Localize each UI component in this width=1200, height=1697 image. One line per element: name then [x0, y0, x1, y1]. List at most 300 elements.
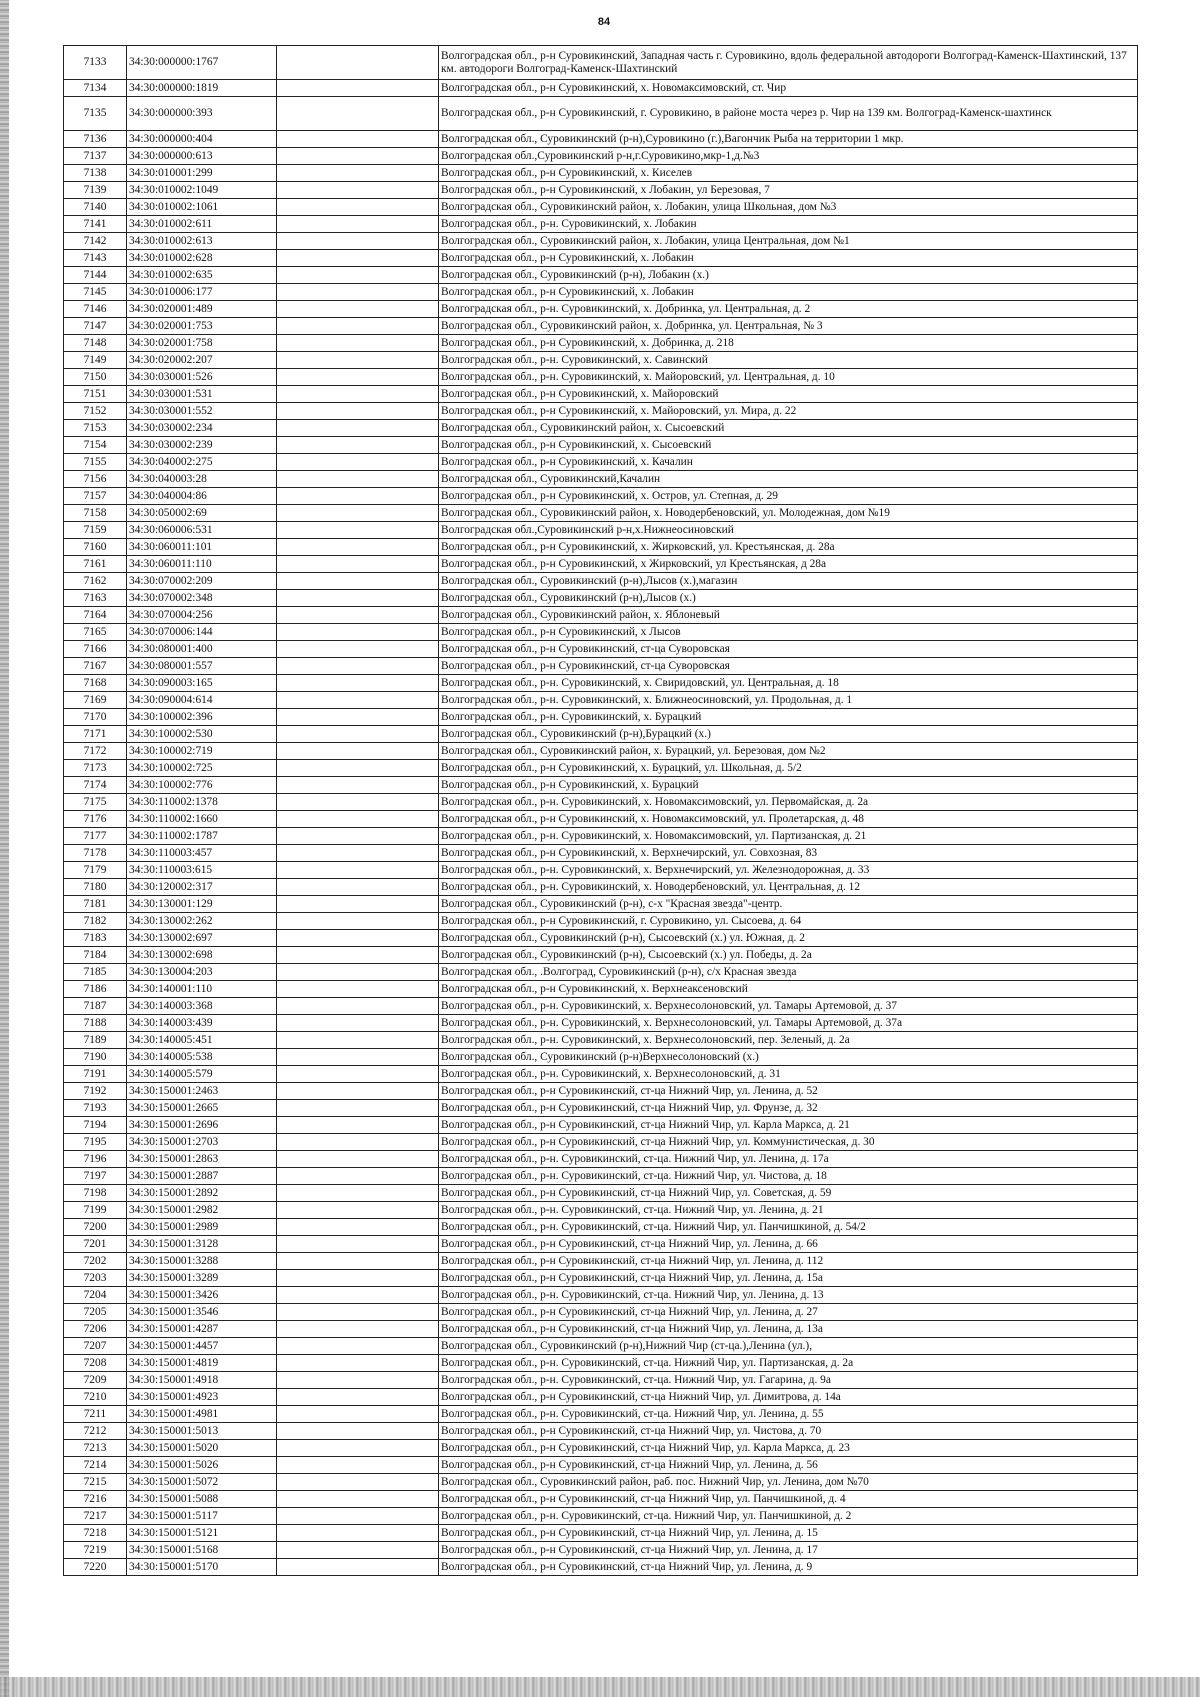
address: Волгоградская обл., р-н. Суровикинский, х. Верхнесолоновский, ул. Тамары Артемовой, д. 37 [439, 998, 1138, 1015]
address: Волгоградская обл., р-н Суровикинский, Западная часть г. Суровикино, вдоль федеральной автодороги Волгоград-Каменск-Шахтинский, 137 км. автодороги Волгоград-Каменск-Шахтинский [439, 46, 1138, 80]
row-number: 7146 [64, 301, 127, 318]
cadastral-number: 34:30:140003:439 [127, 1015, 277, 1032]
table-row [64, 556, 1138, 573]
address: Волгоградская обл., р-н Суровикинский, х. Майоровский [439, 386, 1138, 403]
address: Волгоградская обл., .Волгоград, Суровикинский (р-н), с/х Красная звезда [439, 964, 1138, 981]
empty-cell [277, 879, 439, 896]
cadastral-number: 34:30:150001:4918 [127, 1372, 277, 1389]
empty-cell [277, 471, 439, 488]
row-number: 7156 [64, 471, 127, 488]
address: Волгоградская обл., Суровикинский (р-н),Лысов (х.),магазин [439, 573, 1138, 590]
row-number: 7201 [64, 1236, 127, 1253]
empty-cell [277, 1372, 439, 1389]
row-number: 7160 [64, 539, 127, 556]
address: Волгоградская обл., р-н Суровикинский, ст-ца Нижний Чир, ул. Ленина, д. 15 [439, 1525, 1138, 1542]
cadastral-number: 34:30:000000:1767 [127, 46, 277, 80]
address: Волгоградская обл., р-н. Суровикинский, х. Свиридовский, ул. Центральная, д. 18 [439, 675, 1138, 692]
cadastral-number: 34:30:150001:5117 [127, 1508, 277, 1525]
row-number: 7164 [64, 607, 127, 624]
empty-cell [277, 420, 439, 437]
cadastral-number: 34:30:150001:2703 [127, 1134, 277, 1151]
cadastral-number: 34:30:060011:110 [127, 556, 277, 573]
empty-cell [277, 1389, 439, 1406]
empty-cell [277, 573, 439, 590]
row-number: 7176 [64, 811, 127, 828]
cadastral-number: 34:30:040004:86 [127, 488, 277, 505]
address: Волгоградская обл., р-н. Суровикинский, х. Новомаксимовский, ул. Партизанская, д. 21 [439, 828, 1138, 845]
registry-table [63, 45, 1138, 1576]
row-number: 7138 [64, 165, 127, 182]
cadastral-number: 34:30:020001:753 [127, 318, 277, 335]
cadastral-number: 34:30:150001:3128 [127, 1236, 277, 1253]
table-row [64, 318, 1138, 335]
cadastral-number: 34:30:150001:4981 [127, 1406, 277, 1423]
address: Волгоградская обл., р-н Суровикинский, ст-ца Нижний Чир, ул. Карла Маркса, д. 23 [439, 1440, 1138, 1457]
empty-cell [277, 522, 439, 539]
table-row [64, 216, 1138, 233]
empty-cell [277, 1032, 439, 1049]
row-number: 7157 [64, 488, 127, 505]
address: Волгоградская обл., р-н. Суровикинский, х. Верхнечирский, ул. Железнодорожная, д. 33 [439, 862, 1138, 879]
cadastral-number: 34:30:020001:489 [127, 301, 277, 318]
scan-edge-bottom [0, 1677, 1200, 1697]
address: Волгоградская обл., Суровикинский (р-н),Бурацкий (х.) [439, 726, 1138, 743]
cadastral-number: 34:30:010001:299 [127, 165, 277, 182]
empty-cell [277, 658, 439, 675]
row-number: 7204 [64, 1287, 127, 1304]
address: Волгоградская обл., р-н Суровикинский, ст-ца Нижний Чир, ул. Ленина, д. 9 [439, 1559, 1138, 1576]
table-row [64, 1049, 1138, 1066]
empty-cell [277, 624, 439, 641]
address: Волгоградская обл., р-н Суровикинский, ст-ца Нижний Чир, ул. Ленина, д. 56 [439, 1457, 1138, 1474]
empty-cell [277, 1406, 439, 1423]
address: Волгоградская обл., р-н Суровикинский, х. Киселев [439, 165, 1138, 182]
cadastral-number: 34:30:060011:101 [127, 539, 277, 556]
address: Волгоградская обл., р-н. Суровикинский, х. Верхнесолоновский, д. 31 [439, 1066, 1138, 1083]
empty-cell [277, 590, 439, 607]
address: Волгоградская обл., р-н Суровикинский, х Лобакин, ул Березовая, 7 [439, 182, 1138, 199]
address: Волгоградская обл., р-н. Суровикинский, ст-ца. Нижний Чир, ул. Ленина, д. 55 [439, 1406, 1138, 1423]
address: Волгоградская обл., р-н Суровикинский, ст-ца Нижний Чир, ул. Ленина, д. 66 [439, 1236, 1138, 1253]
address: Волгоградская обл., р-н Суровикинский, х. Жирковский, ул. Крестьянская, д. 28а [439, 539, 1138, 556]
address: Волгоградская обл., р-н. Суровикинский, х. Верхнесолоновский, пер. Зеленый, д. 2а [439, 1032, 1138, 1049]
empty-cell [277, 1117, 439, 1134]
empty-cell [277, 998, 439, 1015]
empty-cell [277, 199, 439, 216]
address: Волгоградская обл., р-н. Суровикинский, х. Савинский [439, 352, 1138, 369]
cadastral-number: 34:30:010002:635 [127, 267, 277, 284]
table-row [64, 1304, 1138, 1321]
empty-cell [277, 981, 439, 998]
row-number: 7161 [64, 556, 127, 573]
cadastral-number: 34:30:070006:144 [127, 624, 277, 641]
empty-cell [277, 556, 439, 573]
row-number: 7145 [64, 284, 127, 301]
cadastral-number: 34:30:130002:698 [127, 947, 277, 964]
row-number: 7141 [64, 216, 127, 233]
table-row [64, 233, 1138, 250]
table-row [64, 811, 1138, 828]
empty-cell [277, 1134, 439, 1151]
row-number: 7134 [64, 80, 127, 97]
table-row [64, 777, 1138, 794]
address: Волгоградская обл., р-н Суровикинский, ст-ца Нижний Чир, ул. Карла Маркса, д. 21 [439, 1117, 1138, 1134]
cadastral-number: 34:30:030002:239 [127, 437, 277, 454]
address: Волгоградская обл., р-н Суровикинский, ст-ца Нижний Чир, ул. Советская, д. 59 [439, 1185, 1138, 1202]
table-row [64, 420, 1138, 437]
address: Волгоградская обл., р-н. Суровикинский, ст-ца. Нижний Чир, ул. Ленина, д. 13 [439, 1287, 1138, 1304]
address: Волгоградская обл., р-н. Суровикинский, ст-ца. Нижний Чир, ул. Панчишкиной, д. 2 [439, 1508, 1138, 1525]
address: Волгоградская обл., р-н Суровикинский, х. Майоровский, ул. Мира, д. 22 [439, 403, 1138, 420]
row-number: 7196 [64, 1151, 127, 1168]
table-row [64, 267, 1138, 284]
row-number: 7212 [64, 1423, 127, 1440]
cadastral-number: 34:30:140005:451 [127, 1032, 277, 1049]
address: Волгоградская обл., р-н. Суровикинский, х. Добринка, ул. Центральная, д. 2 [439, 301, 1138, 318]
row-number: 7198 [64, 1185, 127, 1202]
row-number: 7163 [64, 590, 127, 607]
cadastral-number: 34:30:150001:2696 [127, 1117, 277, 1134]
row-number: 7182 [64, 913, 127, 930]
row-number: 7136 [64, 131, 127, 148]
table-row [64, 386, 1138, 403]
row-number: 7152 [64, 403, 127, 420]
table-row [64, 709, 1138, 726]
address: Волгоградская обл., р-н Суровикинский, х Жирковский, ул Крестьянская, д 28а [439, 556, 1138, 573]
empty-cell [277, 1049, 439, 1066]
row-number: 7200 [64, 1219, 127, 1236]
table-row [64, 1100, 1138, 1117]
row-number: 7185 [64, 964, 127, 981]
empty-cell [277, 318, 439, 335]
row-number: 7133 [64, 46, 127, 80]
cadastral-number: 34:30:080001:400 [127, 641, 277, 658]
cadastral-number: 34:30:100002:530 [127, 726, 277, 743]
cadastral-number: 34:30:000000:613 [127, 148, 277, 165]
table-row [64, 539, 1138, 556]
row-number: 7207 [64, 1338, 127, 1355]
empty-cell [277, 1168, 439, 1185]
table-row [64, 675, 1138, 692]
row-number: 7170 [64, 709, 127, 726]
cadastral-number: 34:30:010006:177 [127, 284, 277, 301]
row-number: 7158 [64, 505, 127, 522]
row-number: 7137 [64, 148, 127, 165]
table-row [64, 913, 1138, 930]
table-row [64, 1474, 1138, 1491]
row-number: 7217 [64, 1508, 127, 1525]
empty-cell [277, 1559, 439, 1576]
row-number: 7167 [64, 658, 127, 675]
empty-cell [277, 1185, 439, 1202]
table-row [64, 437, 1138, 454]
row-number: 7150 [64, 369, 127, 386]
empty-cell [277, 828, 439, 845]
empty-cell [277, 913, 439, 930]
address: Волгоградская обл., р-н. Суровикинский, х. Майоровский, ул. Центральная, д. 10 [439, 369, 1138, 386]
address: Волгоградская обл., Суровикинский (р-н), Лобакин (х.) [439, 267, 1138, 284]
empty-cell [277, 1355, 439, 1372]
row-number: 7174 [64, 777, 127, 794]
cadastral-number: 34:30:130002:697 [127, 930, 277, 947]
row-number: 7197 [64, 1168, 127, 1185]
cadastral-number: 34:30:140005:579 [127, 1066, 277, 1083]
table-row [64, 284, 1138, 301]
row-number: 7140 [64, 199, 127, 216]
table-row [64, 46, 1138, 80]
table-row [64, 1440, 1138, 1457]
row-number: 7219 [64, 1542, 127, 1559]
address: Волгоградская обл., Суровикинский (р-н)Верхнесолоновский (х.) [439, 1049, 1138, 1066]
cadastral-number: 34:30:150001:5168 [127, 1542, 277, 1559]
address: Волгоградская обл., р-н Суровикинский, ст-ца Суворовская [439, 641, 1138, 658]
empty-cell [277, 862, 439, 879]
table-row [64, 80, 1138, 97]
empty-cell [277, 964, 439, 981]
cadastral-number: 34:30:000000:393 [127, 97, 277, 131]
empty-cell [277, 403, 439, 420]
empty-cell [277, 1219, 439, 1236]
empty-cell [277, 46, 439, 80]
cadastral-number: 34:30:150001:5026 [127, 1457, 277, 1474]
empty-cell [277, 182, 439, 199]
cadastral-number: 34:30:150001:5072 [127, 1474, 277, 1491]
cadastral-number: 34:30:130004:203 [127, 964, 277, 981]
row-number: 7142 [64, 233, 127, 250]
cadastral-number: 34:30:000000:1819 [127, 80, 277, 97]
empty-cell [277, 1236, 439, 1253]
row-number: 7216 [64, 1491, 127, 1508]
row-number: 7151 [64, 386, 127, 403]
cadastral-number: 34:30:150001:4819 [127, 1355, 277, 1372]
empty-cell [277, 794, 439, 811]
empty-cell [277, 1304, 439, 1321]
cadastral-number: 34:30:150001:2982 [127, 1202, 277, 1219]
empty-cell [277, 760, 439, 777]
table-row [64, 981, 1138, 998]
empty-cell [277, 97, 439, 131]
table-row [64, 1185, 1138, 1202]
cadastral-number: 34:30:030001:552 [127, 403, 277, 420]
cadastral-number: 34:30:010002:611 [127, 216, 277, 233]
row-number: 7175 [64, 794, 127, 811]
table-row [64, 1015, 1138, 1032]
row-number: 7169 [64, 692, 127, 709]
cadastral-number: 34:30:050002:69 [127, 505, 277, 522]
cadastral-number: 34:30:060006:531 [127, 522, 277, 539]
empty-cell [277, 80, 439, 97]
cadastral-number: 34:30:150001:5170 [127, 1559, 277, 1576]
table-row [64, 403, 1138, 420]
empty-cell [277, 539, 439, 556]
cadastral-number: 34:30:150001:4287 [127, 1321, 277, 1338]
empty-cell [277, 267, 439, 284]
address: Волгоградская обл., р-н Суровикинский, х. Остров, ул. Степная, д. 29 [439, 488, 1138, 505]
row-number: 7187 [64, 998, 127, 1015]
row-number: 7183 [64, 930, 127, 947]
table-row [64, 199, 1138, 216]
row-number: 7139 [64, 182, 127, 199]
empty-cell [277, 947, 439, 964]
cadastral-number: 34:30:090004:614 [127, 692, 277, 709]
address: Волгоградская обл., Суровикинский район, х. Яблоневый [439, 607, 1138, 624]
cadastral-number: 34:30:100002:725 [127, 760, 277, 777]
empty-cell [277, 1151, 439, 1168]
table-row [64, 828, 1138, 845]
address: Волгоградская обл., р-н Суровикинский, ст-ца Нижний Чир, ул. Фрунзе, д. 32 [439, 1100, 1138, 1117]
address: Волгоградская обл., р-н Суровикинский, х. Бурацкий, ул. Школьная, д. 5/2 [439, 760, 1138, 777]
row-number: 7186 [64, 981, 127, 998]
cadastral-number: 34:30:030001:531 [127, 386, 277, 403]
table-row [64, 1287, 1138, 1304]
empty-cell [277, 1474, 439, 1491]
table-row [64, 930, 1138, 947]
row-number: 7153 [64, 420, 127, 437]
empty-cell [277, 1100, 439, 1117]
table-row [64, 1389, 1138, 1406]
table-row [64, 1406, 1138, 1423]
cadastral-number: 34:30:110002:1378 [127, 794, 277, 811]
address: Волгоградская обл., р-н Суровикинский, ст-ца Нижний Чир, ул. Панчишкиной, д. 4 [439, 1491, 1138, 1508]
cadastral-number: 34:30:150001:2892 [127, 1185, 277, 1202]
empty-cell [277, 148, 439, 165]
address: Волгоградская обл., Суровикинский,Качалин [439, 471, 1138, 488]
empty-cell [277, 1423, 439, 1440]
table-row [64, 352, 1138, 369]
row-number: 7143 [64, 250, 127, 267]
row-number: 7180 [64, 879, 127, 896]
empty-cell [277, 1083, 439, 1100]
cadastral-number: 34:30:090003:165 [127, 675, 277, 692]
cadastral-number: 34:30:070004:256 [127, 607, 277, 624]
cadastral-number: 34:30:020001:758 [127, 335, 277, 352]
address: Волгоградская обл., р-н Суровикинский, ст-ца Нижний Чир, ул. Ленина, д. 27 [439, 1304, 1138, 1321]
cadastral-number: 34:30:100002:776 [127, 777, 277, 794]
table-row [64, 624, 1138, 641]
table-row [64, 1151, 1138, 1168]
empty-cell [277, 777, 439, 794]
empty-cell [277, 1066, 439, 1083]
address: Волгоградская обл., Суровикинский район, х. Лобакин, улица Школьная, дом №3 [439, 199, 1138, 216]
table-row [64, 131, 1138, 148]
empty-cell [277, 250, 439, 267]
table-row [64, 488, 1138, 505]
row-number: 7172 [64, 743, 127, 760]
cadastral-number: 34:30:130002:262 [127, 913, 277, 930]
table-row [64, 964, 1138, 981]
cadastral-number: 34:30:040003:28 [127, 471, 277, 488]
cadastral-number: 34:30:150001:4457 [127, 1338, 277, 1355]
empty-cell [277, 607, 439, 624]
address: Волгоградская обл., р-н. Суровикинский, ст-ца. Нижний Чир, ул. Партизанская, д. 2а [439, 1355, 1138, 1372]
address: Волгоградская обл., р-н Суровикинский, ст-ца Нижний Чир, ул. Ленина, д. 52 [439, 1083, 1138, 1100]
table-row [64, 1508, 1138, 1525]
row-number: 7155 [64, 454, 127, 471]
address: Волгоградская обл., р-н Суровикинский, г. Суровикино, в районе моста через р. Чир на 139 км. Волгоград-Каменск-шахтинск [439, 97, 1138, 131]
table-row [64, 1423, 1138, 1440]
cadastral-number: 34:30:100002:719 [127, 743, 277, 760]
table-row [64, 607, 1138, 624]
row-number: 7168 [64, 675, 127, 692]
cadastral-number: 34:30:150001:5088 [127, 1491, 277, 1508]
address: Волгоградская обл., р-н Суровикинский, ст-ца Нижний Чир, ул. Чистова, д. 70 [439, 1423, 1138, 1440]
table-row [64, 301, 1138, 318]
row-number: 7171 [64, 726, 127, 743]
table-row [64, 641, 1138, 658]
row-number: 7213 [64, 1440, 127, 1457]
table-row [64, 794, 1138, 811]
table-row [64, 1321, 1138, 1338]
empty-cell [277, 369, 439, 386]
table-row [64, 1168, 1138, 1185]
row-number: 7166 [64, 641, 127, 658]
address: Волгоградская обл., Суровикинский (р-н), с-х "Красная звезда"-центр. [439, 896, 1138, 913]
row-number: 7162 [64, 573, 127, 590]
cadastral-number: 34:30:140003:368 [127, 998, 277, 1015]
empty-cell [277, 284, 439, 301]
table-row [64, 658, 1138, 675]
row-number: 7154 [64, 437, 127, 454]
row-number: 7195 [64, 1134, 127, 1151]
cadastral-number: 34:30:110003:615 [127, 862, 277, 879]
row-number: 7159 [64, 522, 127, 539]
cadastral-number: 34:30:080001:557 [127, 658, 277, 675]
address: Волгоградская обл., р-н Суровикинский, х. Лобакин [439, 284, 1138, 301]
row-number: 7178 [64, 845, 127, 862]
table-row [64, 454, 1138, 471]
empty-cell [277, 1015, 439, 1032]
row-number: 7135 [64, 97, 127, 131]
address: Волгоградская обл., р-н Суровикинский, х. Бурацкий [439, 777, 1138, 794]
address: Волгоградская обл., Суровикинский район, х. Новодербеновский, ул. Молодежная, дом №19 [439, 505, 1138, 522]
empty-cell [277, 726, 439, 743]
empty-cell [277, 1542, 439, 1559]
row-number: 7192 [64, 1083, 127, 1100]
row-number: 7218 [64, 1525, 127, 1542]
empty-cell [277, 641, 439, 658]
address: Волгоградская обл., Суровикинский (р-н),Лысов (х.) [439, 590, 1138, 607]
cadastral-number: 34:30:010002:1061 [127, 199, 277, 216]
empty-cell [277, 930, 439, 947]
table-row [64, 1491, 1138, 1508]
cadastral-number: 34:30:140001:110 [127, 981, 277, 998]
row-number: 7193 [64, 1100, 127, 1117]
table-row [64, 692, 1138, 709]
table-row [64, 726, 1138, 743]
row-number: 7173 [64, 760, 127, 777]
cadastral-number: 34:30:040002:275 [127, 454, 277, 471]
table-row [64, 1525, 1138, 1542]
empty-cell [277, 352, 439, 369]
table-row [64, 1559, 1138, 1576]
cadastral-number: 34:30:150001:3288 [127, 1253, 277, 1270]
empty-cell [277, 437, 439, 454]
address: Волгоградская обл., р-н Суровикинский, ст-ца Нижний Чир, ул. Ленина, д. 17 [439, 1542, 1138, 1559]
empty-cell [277, 1287, 439, 1304]
cadastral-number: 34:30:150001:2463 [127, 1083, 277, 1100]
cadastral-number: 34:30:010002:628 [127, 250, 277, 267]
empty-cell [277, 1491, 439, 1508]
address: Волгоградская обл., р-н Суровикинский, х. Верхнеаксеновский [439, 981, 1138, 998]
cadastral-number: 34:30:010002:1049 [127, 182, 277, 199]
empty-cell [277, 845, 439, 862]
address: Волгоградская обл., р-н Суровикинский, х. Качалин [439, 454, 1138, 471]
empty-cell [277, 216, 439, 233]
empty-cell [277, 692, 439, 709]
empty-cell [277, 488, 439, 505]
row-number: 7199 [64, 1202, 127, 1219]
address: Волгоградская обл., Суровикинский район, раб. пос. Нижний Чир, ул. Ленина, дом №70 [439, 1474, 1138, 1491]
